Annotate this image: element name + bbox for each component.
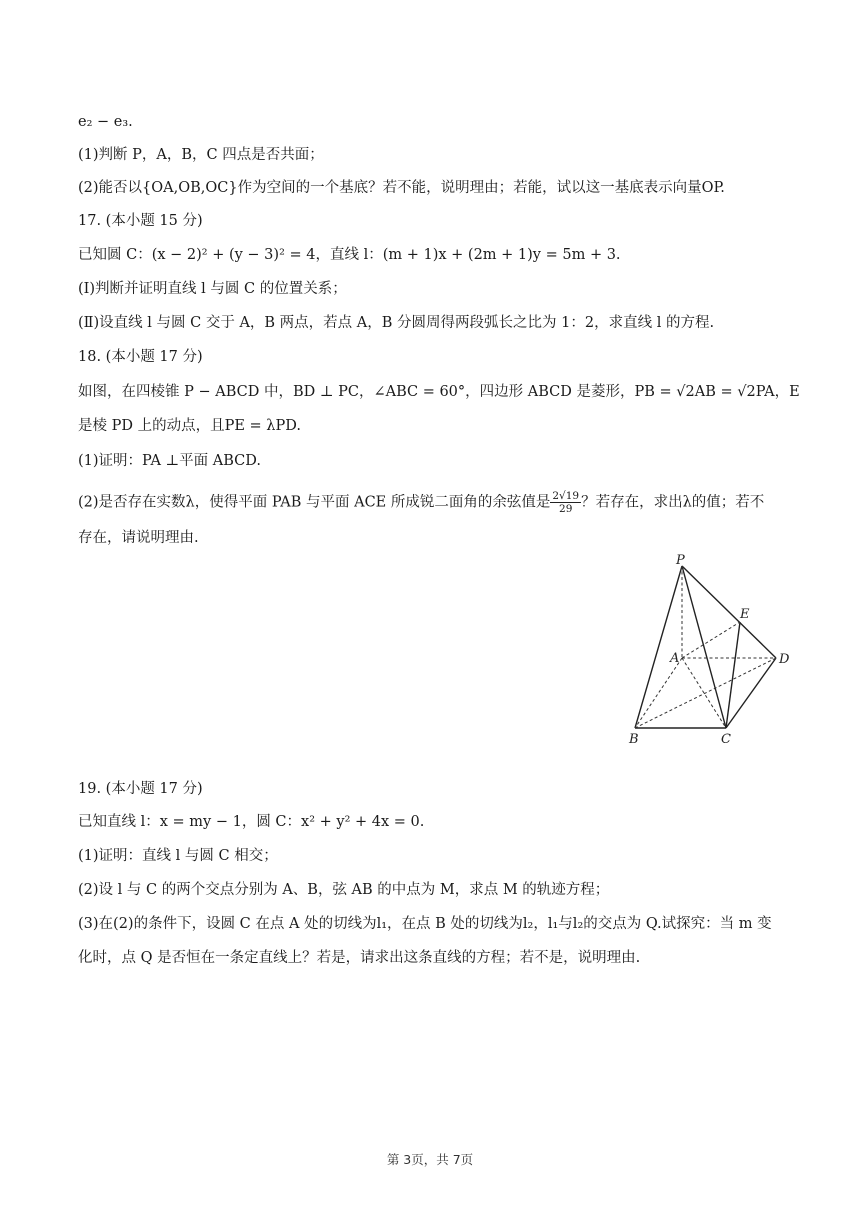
label-C: C — [721, 732, 731, 747]
label-B: B — [629, 732, 639, 747]
text-line-3: (2)能否以{OA,OB,OC}作为空间的一个基底？若不能，说明理由；若能，试以这一基底表示向量OP. — [78, 180, 725, 196]
edge-BD — [635, 658, 776, 728]
problem-18-header: 18. (本小题 17 分) — [78, 349, 203, 365]
edge-AB — [635, 658, 682, 728]
text-line-5: 已知圆 C：(x − 2)² + (y − 3)² = 4，直线 l：(m + 1)x + (2m + 1)y = 5m + 3. — [78, 247, 621, 263]
problem-19-header: 19. (本小题 17 分) — [78, 781, 203, 797]
text-line-18: (3)在(2)的条件下，设圆 C 在点 A 处的切线为l₁，在点 B 处的切线为l₂，l₁与l₂的交点为 Q.试探究：当 m 变 — [78, 916, 772, 932]
pyramid-figure — [628, 550, 808, 750]
text-line-11: (1)证明：PA ⊥平面 ABCD. — [78, 453, 261, 469]
fraction-numerator: 2√19 — [552, 490, 580, 502]
dashed-edges — [635, 566, 776, 728]
edge-PC — [682, 566, 726, 728]
text-line-17: (2)设 l 与 C 的两个交点分别为 A、B，弦 AB 的中点为 M，求点 M 的轨迹方程； — [78, 882, 610, 898]
cosine-fraction — [550, 490, 581, 515]
text-line-12-part-a: (2)是否存在实数λ，使得平面 PAB 与平面 ACE 所成锐二面角的余弦值是 — [78, 494, 551, 511]
label-P: P — [676, 553, 685, 568]
text-line-9: 如图，在四棱锥 P − ABCD 中，BD ⊥ PC，∠ABC = 60°，四边形 ABCD 是菱形，PB = √2AB = √2PA，E — [78, 384, 800, 400]
text-line-15: 已知直线 l：x = my − 1，圆 C：x² + y² + 4x = 0. — [78, 814, 425, 830]
label-A: A — [670, 651, 680, 666]
text-line-10: 是棱 PD 上的动点，且PE = λPD. — [78, 418, 301, 434]
text-line-13: 存在，请说明理由. — [78, 530, 199, 546]
text-line-2: (1)判断 P，A，B，C 四点是否共面； — [78, 147, 324, 163]
fraction-denominator: 29 — [559, 503, 573, 515]
label-D: D — [779, 652, 790, 667]
text-line-19: 化时，点 Q 是否恒在一条定直线上？若是，请求出这条直线的方程；若不是，说明理由. — [78, 950, 641, 966]
edge-PD — [682, 566, 776, 658]
text-line-6: (Ⅰ)判断并证明直线 l 与圆 C 的位置关系； — [78, 281, 347, 297]
edge-AC — [682, 658, 726, 728]
edge-PB — [635, 566, 682, 728]
text-line-16: (1)证明：直线 l 与圆 C 相交； — [78, 848, 278, 864]
text-line-7: (Ⅱ)设直线 l 与圆 C 交于 A，B 两点，若点 A，B 分圆周得两段弧长之比为 1：2，求直线 l 的方程. — [78, 315, 715, 331]
problem-17-header: 17. (本小题 15 分) — [78, 213, 203, 229]
text-line-1: e₂ − e₃. — [78, 114, 133, 130]
page-footer: 第 3页，共 7页 — [386, 1152, 474, 1167]
text-line-12 — [78, 490, 764, 515]
text-line-12-part-b: ？若存在，求出λ的值；若不 — [581, 494, 765, 511]
label-E: E — [740, 607, 750, 622]
solid-edges — [635, 566, 776, 728]
edge-AE — [682, 622, 740, 658]
